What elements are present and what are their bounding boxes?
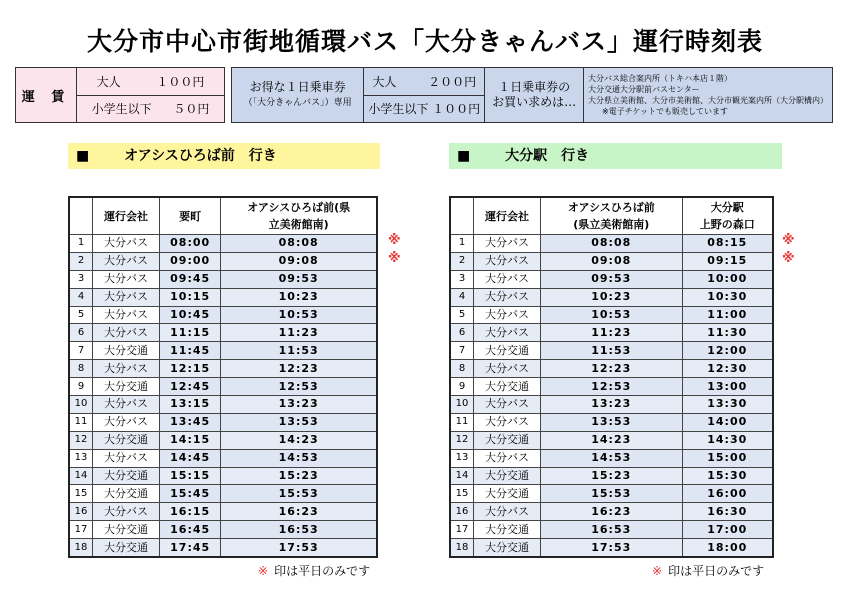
square-icon: ■ [457,148,471,164]
row-number: 5 [69,306,93,324]
row-time-2: 11:53 [221,342,377,360]
left-note [258,562,370,579]
table-row [69,503,377,521]
row-number: 11 [69,413,93,431]
page-title: 大分市中心市街地循環バス「大分きゃんバス」運行時刻表 [86,27,763,56]
table-row [450,396,773,414]
table-row [450,485,773,503]
row-company: 大分交通 [93,431,160,449]
row-time-2: 13:53 [221,413,377,431]
header-stop1-line2: (県立美術館南) [573,218,650,231]
table-row [69,396,377,414]
table-row [450,288,773,306]
row-number: 17 [69,521,93,539]
row-number: 5 [450,306,474,324]
row-time-1: 14:45 [160,449,221,467]
row-number: 6 [69,324,93,342]
table-row [69,252,377,270]
weekday-mark: ※ [388,233,401,248]
row-number: 12 [450,431,474,449]
row-time-1: 12:53 [541,378,683,396]
location-item: 大分交通大分駅前バスセンター [588,85,700,94]
table-row [69,539,377,557]
table-row [69,413,377,431]
row-number: 18 [450,539,474,557]
day-pass-title: お得な１日乗車券 [249,80,346,94]
row-time-1: 12:23 [541,360,683,378]
row-time-1: 17:53 [541,539,683,557]
row-time-2: 16:53 [221,521,377,539]
row-time-2: 18:00 [682,539,773,557]
row-time-2: 11:23 [221,324,377,342]
table-row [69,270,377,288]
right-timetable [449,196,774,558]
row-time-1: 15:23 [541,467,683,485]
row-time-2: 11:00 [682,306,773,324]
row-company: 大分バス [474,413,541,431]
row-company: 大分交通 [474,467,541,485]
location-item: 大分バス総合案内所（トキハ本店１階） [588,74,732,83]
row-number: 15 [69,485,93,503]
row-time-2: 14:23 [221,431,377,449]
row-company: 大分バス [474,360,541,378]
day-pass-adult-price: ２００円 [428,74,477,89]
row-company: 大分バス [93,396,160,414]
row-time-1: 10:45 [160,306,221,324]
row-number: 18 [69,539,93,557]
row-company: 大分交通 [474,485,541,503]
note-text: 印は平日のみです [274,564,371,578]
row-time-2: 10:53 [221,306,377,324]
row-company: 大分バス [474,449,541,467]
row-company: 大分バス [93,449,160,467]
row-number: 4 [450,288,474,306]
fare-adult [77,68,225,96]
day-pass-where [485,68,584,123]
row-company: 大分バス [93,252,160,270]
row-time-2: 10:30 [682,288,773,306]
row-time-1: 10:23 [541,288,683,306]
table-row [450,539,773,557]
row-number: 13 [69,449,93,467]
table-row [69,288,377,306]
row-time-2: 09:53 [221,270,377,288]
row-company: 大分交通 [93,467,160,485]
fare-table [15,67,225,123]
day-pass-where-line2: お買い求めは… [492,95,577,109]
row-time-1: 09:53 [541,270,683,288]
row-number: 1 [450,235,474,253]
row-time-2: 14:00 [682,413,773,431]
row-number: 15 [450,485,474,503]
row-time-2: 12:30 [682,360,773,378]
row-company: 大分交通 [93,342,160,360]
row-number: 14 [69,467,93,485]
row-number: 3 [69,270,93,288]
row-time-1: 12:15 [160,360,221,378]
row-number: 14 [450,467,474,485]
row-time-2: 15:53 [221,485,377,503]
row-time-1: 09:08 [541,252,683,270]
table-row [69,485,377,503]
row-time-2: 12:53 [221,378,377,396]
table-row [450,360,773,378]
row-number: 2 [450,252,474,270]
day-pass-locations [584,68,833,123]
header-company: 運行会社 [474,197,541,235]
day-pass-subtitle: （「大分きゃんバス」）専用 [243,98,352,108]
header-no [69,197,93,235]
row-company: 大分バス [93,306,160,324]
location-item: 大分県立美術館、大分市美術館、大分市観光案内所（大分駅構内） [588,96,828,105]
weekday-mark: ※ [782,251,795,266]
row-company: 大分交通 [93,521,160,539]
row-time-1: 16:53 [541,521,683,539]
row-time-1: 09:45 [160,270,221,288]
row-time-1: 14:53 [541,449,683,467]
row-company: 大分バス [93,360,160,378]
row-time-2: 15:23 [221,467,377,485]
row-company: 大分バス [474,252,541,270]
row-time-2: 10:00 [682,270,773,288]
table-row [69,431,377,449]
header-stop2-line2: 上野の森口 [699,218,755,231]
row-company: 大分バス [474,396,541,414]
table-row [450,306,773,324]
row-company: 大分バス [474,324,541,342]
header-stop1-line1: オアシスひろば前 [567,201,655,214]
row-time-1: 16:15 [160,503,221,521]
row-company: 大分バス [474,306,541,324]
fare-label: 運 賃 [16,68,77,123]
square-icon: ■ [76,148,90,164]
row-time-1: 11:53 [541,342,683,360]
row-number: 10 [450,396,474,414]
row-time-1: 16:23 [541,503,683,521]
row-number: 9 [69,378,93,396]
row-time-1: 14:23 [541,431,683,449]
row-time-2: 12:00 [682,342,773,360]
row-time-2: 14:30 [682,431,773,449]
row-time-1: 11:45 [160,342,221,360]
row-time-1: 09:00 [160,252,221,270]
row-number: 2 [69,252,93,270]
row-company: 大分バス [474,503,541,521]
fare-child [77,95,225,123]
row-time-1: 14:15 [160,431,221,449]
fare-adult-label: 大人 [96,74,121,89]
table-row [450,252,773,270]
table-row [450,235,773,253]
row-number: 12 [69,431,93,449]
row-company: 大分バス [93,324,160,342]
header-no [450,197,474,235]
day-pass-where-line1: １日乗車券の [498,80,571,94]
row-number: 8 [450,360,474,378]
left-heading-text: オアシスひろば前 行き [124,148,277,164]
row-number: 16 [450,503,474,521]
fare-adult-price: １００円 [156,74,205,89]
fare-child-label: 小学生以下 [91,102,152,117]
row-time-2: 09:08 [221,252,377,270]
header-stop2 [682,197,773,235]
table-row [450,521,773,539]
row-time-1: 10:15 [160,288,221,306]
header-stop2 [221,197,377,235]
row-number: 8 [69,360,93,378]
row-company: 大分交通 [474,378,541,396]
row-company: 大分交通 [474,539,541,557]
row-company: 大分バス [93,503,160,521]
table-row [69,360,377,378]
row-number: 1 [69,235,93,253]
table-row [69,306,377,324]
table-row [69,235,377,253]
table-row [69,342,377,360]
row-time-2: 16:00 [682,485,773,503]
right-heading-text: 大分駅 行き [505,148,590,164]
table-row [450,342,773,360]
table-row [450,324,773,342]
row-number: 3 [450,270,474,288]
row-number: 9 [450,378,474,396]
note-text: 印は平日のみです [668,564,765,578]
weekday-mark: ※ [388,251,401,266]
row-number: 6 [450,324,474,342]
left-timetable [68,196,378,558]
row-time-1: 13:15 [160,396,221,414]
table-row [450,378,773,396]
row-time-2: 08:08 [221,235,377,253]
row-time-1: 11:23 [541,324,683,342]
row-time-2: 11:30 [682,324,773,342]
row-time-1: 13:23 [541,396,683,414]
row-number: 4 [69,288,93,306]
header-stop1: 要町 [160,197,221,235]
row-time-1: 15:45 [160,485,221,503]
row-time-2: 15:30 [682,467,773,485]
header-company: 運行会社 [93,197,160,235]
row-time-1: 08:08 [541,235,683,253]
header-stop2-line1: 大分駅 [710,201,744,214]
row-time-2: 14:53 [221,449,377,467]
row-time-1: 12:45 [160,378,221,396]
table-row [450,270,773,288]
row-company: 大分バス [93,288,160,306]
row-number: 7 [450,342,474,360]
row-time-1: 13:53 [541,413,683,431]
table-row [450,413,773,431]
row-time-2: 10:23 [221,288,377,306]
row-time-1: 08:00 [160,235,221,253]
table-row [69,449,377,467]
weekday-mark: ※ [782,233,795,248]
row-time-2: 15:00 [682,449,773,467]
row-time-1: 15:15 [160,467,221,485]
row-company: 大分バス [474,288,541,306]
row-company: 大分バス [474,270,541,288]
row-company: 大分バス [93,270,160,288]
row-time-1: 10:53 [541,306,683,324]
row-number: 17 [450,521,474,539]
header-stop2-line2: 立美術館南) [268,218,329,231]
left-heading [68,143,380,169]
fare-child-price: ５０円 [173,102,210,117]
row-company: 大分交通 [474,521,541,539]
row-time-1: 16:45 [160,521,221,539]
table-row [450,503,773,521]
row-time-2: 16:30 [682,503,773,521]
row-time-2: 17:53 [221,539,377,557]
row-company: 大分バス [93,413,160,431]
right-note [652,562,764,579]
row-time-1: 11:15 [160,324,221,342]
row-time-1: 17:45 [160,539,221,557]
table-row [450,467,773,485]
table-row [69,324,377,342]
row-company: 大分交通 [474,342,541,360]
row-time-2: 09:15 [682,252,773,270]
day-pass-table [231,67,833,123]
header-stop1 [541,197,683,235]
row-time-2: 17:00 [682,521,773,539]
header-stop2-line1: オアシスひろば前(県 [247,201,351,214]
row-time-1: 13:45 [160,413,221,431]
row-company: 大分交通 [93,378,160,396]
table-row [450,449,773,467]
row-time-2: 13:00 [682,378,773,396]
row-company: 大分交通 [93,539,160,557]
right-heading [449,143,782,169]
day-pass-adult-label: 大人 [372,74,397,89]
note-mark: ※ [258,564,269,578]
row-time-2: 08:15 [682,235,773,253]
row-number: 10 [69,396,93,414]
table-row [69,378,377,396]
note-mark: ※ [652,564,663,578]
day-pass-adult [364,68,485,96]
row-company: 大分交通 [474,431,541,449]
row-time-2: 12:23 [221,360,377,378]
row-time-2: 13:23 [221,396,377,414]
table-row [69,521,377,539]
day-pass-title-cell [232,68,364,123]
row-time-2: 13:30 [682,396,773,414]
row-number: 16 [69,503,93,521]
row-time-1: 15:53 [541,485,683,503]
location-item: ※電子チケットでも販売しています [602,107,728,116]
row-company: 大分交通 [93,485,160,503]
table-row [69,467,377,485]
row-number: 11 [450,413,474,431]
table-row [450,431,773,449]
row-company: 大分バス [93,235,160,253]
row-number: 13 [450,449,474,467]
row-company: 大分バス [474,235,541,253]
day-pass-child: 小学生以下 １００円 [364,95,485,123]
row-time-2: 16:23 [221,503,377,521]
row-number: 7 [69,342,93,360]
